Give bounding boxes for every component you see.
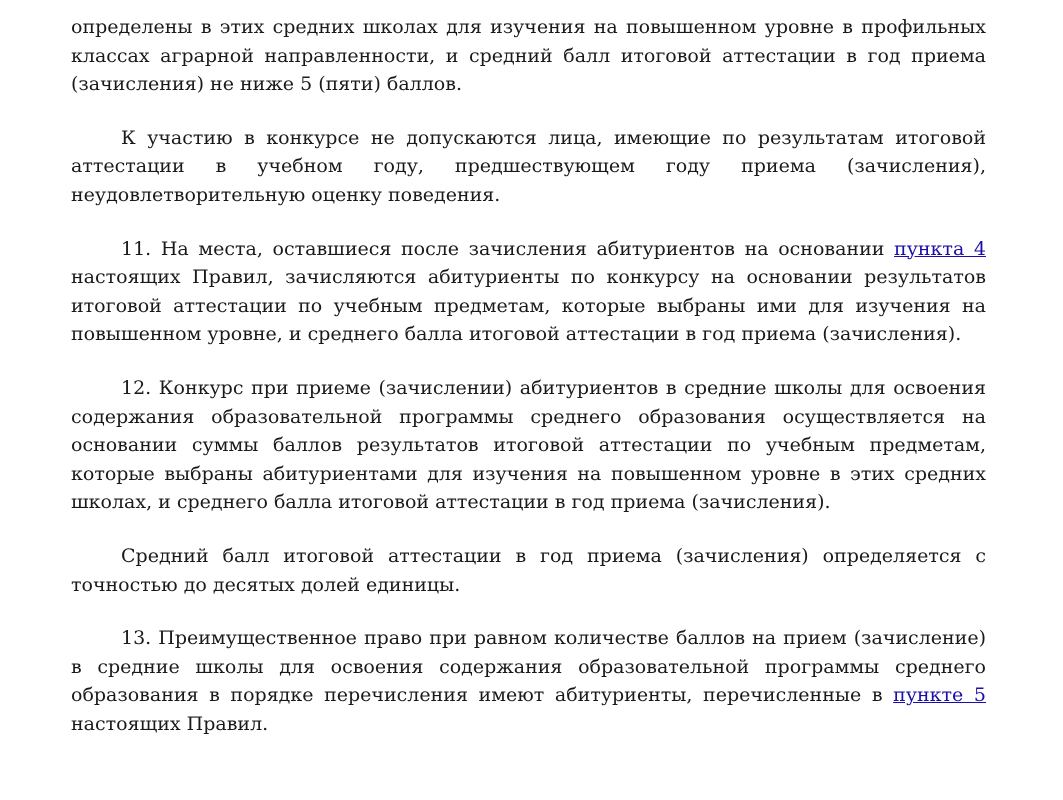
paragraph-11-text-before: 11. На места, оставшиеся после зачисления абитуриентов на основании (121, 237, 895, 260)
paragraph-12: 12. Конкурс при приеме (зачислении) абитуриентов в средние школы для освоения содержания образовательной программы среднего образования осуществляется на основании суммы баллов результатов итоговой аттестации по учебным предметам, которые выбраны абитуриентами для изучения на повышенном уровне в этих средних школах, и среднего балла итоговой аттестации в год приема (зачисления). (71, 376, 986, 514)
link-punkt-4[interactable]: пункта 4 (894, 237, 986, 260)
paragraph-13 (71, 624, 986, 738)
paragraph-11-text-after: настоящих Правил, зачисляются абитуриенты по конкурсу на основании результатов итоговой аттестации по учебным предметам, которые выбраны ими для изучения на повышенном уровне, и среднего балла итоговой аттестации в год приема (зачисления). (71, 266, 986, 346)
paragraph-13-text-after: настоящих Правил. (71, 712, 269, 735)
paragraph-11 (71, 235, 986, 349)
paragraph-continuation: определены в этих средних школах для изучения на повышенном уровне в профильных классах аграрной направленности, и средний балл итоговой аттестации в год приема (зачисления) не ниже 5 (пяти) баллов. (71, 16, 986, 96)
paragraph-exclusion: К участию в конкурсе не допускаются лица, имеющие по результатам итоговой аттестации в учебном году, предшествующем году приема (зачисления), неудовлетворительную оценку поведения. (71, 126, 986, 206)
paragraph-13-text-before: 13. Преимущественное право при равном количестве баллов на прием (зачисление) в средние школы для освоения содержания образовательной программы среднего образования в порядке перечисления имеют абитуриенты, перечисленные в (71, 627, 986, 707)
document-body (71, 13, 986, 763)
paragraph-average-score: Средний балл итоговой аттестации в год приема (зачисления) определяется с точностью до десятых долей единицы. (71, 544, 986, 596)
link-punkt-5[interactable]: пункте 5 (893, 684, 986, 707)
